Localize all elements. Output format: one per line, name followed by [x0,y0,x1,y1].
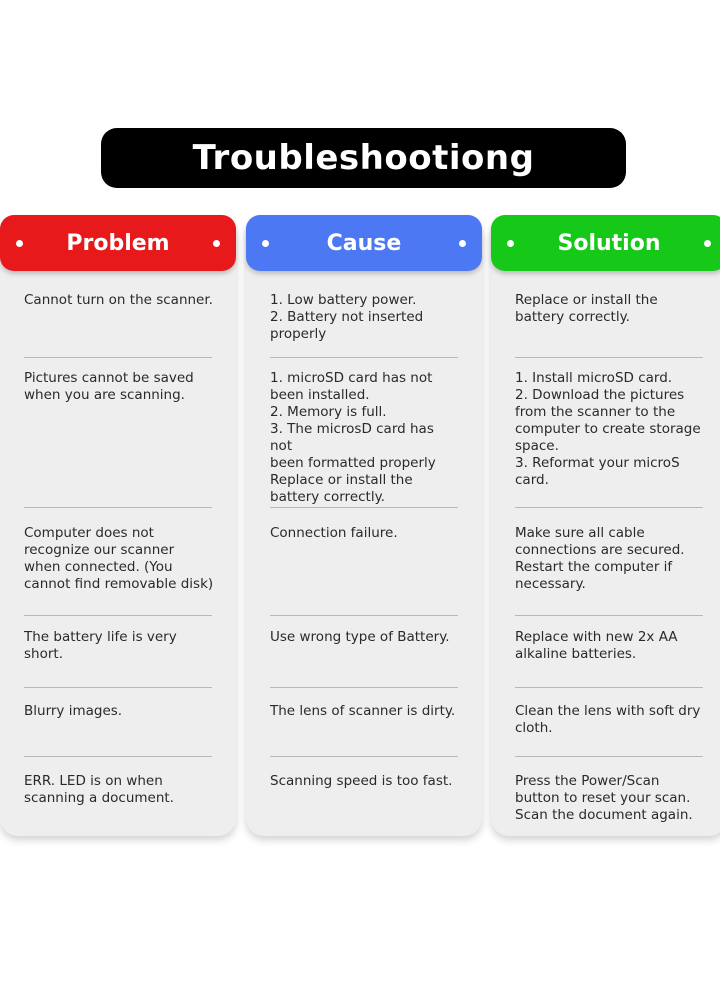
problem-cell: The battery life is very short. [24,629,177,662]
bullet-dot-icon [704,240,711,247]
cause-cell: 1. Low battery power. 2. Battery not inserted properly [270,292,424,342]
row-divider [24,687,212,688]
row-divider [515,615,703,616]
solution-cell: Clean the lens with soft dry cloth. [515,703,701,736]
problem-cell: Computer does not recognize our scanner when connected. (You cannot find removable disk) [24,525,214,592]
problem-header [0,215,236,271]
row-divider [270,756,458,757]
bullet-dot-icon [213,240,220,247]
page-title: Troubleshootiong [192,138,535,178]
problem-cell: Pictures cannot be saved when you are scanning. [24,370,194,403]
cause-cell: 1. microSD card has not been installed. 2. Memory is full. 3. The microsD card has not been formatted properly Replace or install the battery correctly. [270,370,436,505]
bullet-dot-icon [262,240,269,247]
cause-cell: Scanning speed is too fast. [270,773,453,789]
row-divider [270,507,458,508]
solution-cell: 1. Install microSD card. 2. Download the pictures from the scanner to the computer to create storage space. 3. Reformat your microS card. [515,370,701,488]
cause-header [246,215,482,271]
solution-column [491,218,720,836]
cause-cell: The lens of scanner is dirty. [270,703,456,719]
cause-cell: Use wrong type of Battery. [270,629,450,645]
cause-header-label: Cause [326,230,402,256]
row-divider [270,357,458,358]
solution-header [491,215,720,271]
solution-cell: Replace or install the battery correctly. [515,292,658,325]
problem-cell: Blurry images. [24,703,123,719]
solution-cell: Press the Power/Scan button to reset your scan. Scan the document again. [515,773,693,823]
row-divider [270,615,458,616]
row-divider [515,507,703,508]
row-divider [24,507,212,508]
cause-column [246,218,482,836]
cause-cell: Connection failure. [270,525,398,541]
problem-header-label: Problem [66,230,170,256]
bullet-dot-icon [507,240,514,247]
row-divider [270,687,458,688]
problem-cell: ERR. LED is on when scanning a document. [24,773,174,806]
row-divider [515,687,703,688]
bullet-dot-icon [459,240,466,247]
row-divider [24,357,212,358]
row-divider [24,756,212,757]
bullet-dot-icon [16,240,23,247]
solution-header-label: Solution [557,230,661,256]
solution-cell: Make sure all cable connections are secured. Restart the computer if necessary. [515,525,685,592]
problem-cell: Cannot turn on the scanner. [24,292,213,308]
row-divider [515,357,703,358]
title-banner [101,128,626,188]
problem-column [0,218,236,836]
row-divider [515,756,703,757]
row-divider [24,615,212,616]
solution-cell: Replace with new 2x AA alkaline batteries. [515,629,678,662]
